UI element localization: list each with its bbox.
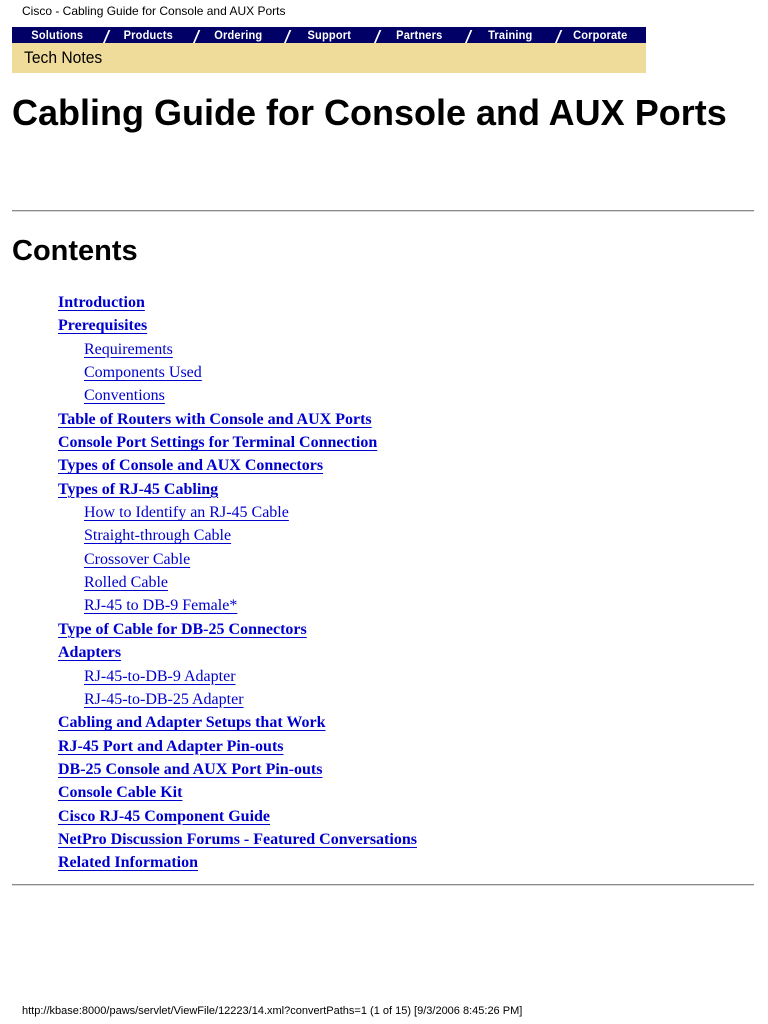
toc-item (58, 711, 417, 734)
toc-link-netpro-forums[interactable]: NetPro Discussion Forums - Featured Conversations (58, 830, 417, 848)
toc-item (58, 384, 417, 407)
nav-tab-corporate[interactable]: Corporate (559, 27, 642, 43)
toc-item (58, 524, 417, 547)
toc-item (58, 314, 417, 337)
toc-item (58, 851, 417, 874)
toc-item (58, 758, 417, 781)
toc-item (58, 548, 417, 571)
toc-item (58, 665, 417, 688)
toc-item (58, 641, 417, 664)
toc-link-components-used[interactable]: Components Used (84, 364, 202, 382)
contents-heading: Contents (12, 235, 138, 267)
toc-link-rj45-to-db9-female[interactable]: RJ-45 to DB-9 Female* (84, 597, 238, 615)
toc-link-console-cable-kit[interactable]: Console Cable Kit (58, 784, 183, 802)
toc-link-crossover-cable[interactable]: Crossover Cable (84, 550, 191, 568)
toc-link-prerequisites[interactable]: Prerequisites (58, 317, 148, 335)
nav-tab-partners[interactable]: Partners (378, 27, 461, 43)
toc-link-rj45-db9-adapter[interactable]: RJ-45-to-DB-9 Adapter (84, 667, 236, 685)
toc-item (58, 594, 417, 617)
nav-tab-training[interactable]: Training (469, 27, 552, 43)
section-label: Tech Notes (24, 48, 103, 67)
toc-link-rj45-pinouts[interactable]: RJ-45 Port and Adapter Pin-outs (58, 737, 284, 755)
toc-link-rolled-cable[interactable]: Rolled Cable (84, 574, 168, 592)
table-of-contents (58, 291, 417, 875)
toc-link-identify-rj45-cable[interactable]: How to Identify an RJ-45 Cable (84, 504, 289, 522)
toc-link-cabling-adapter-setups[interactable]: Cabling and Adapter Setups that Work (58, 714, 326, 732)
toc-link-related-information[interactable]: Related Information (58, 854, 198, 872)
toc-link-db25-pinouts[interactable]: DB-25 Console and AUX Port Pin-outs (58, 760, 323, 778)
section-banner (12, 43, 646, 73)
toc-link-types-of-rj45-cabling[interactable]: Types of RJ-45 Cabling (58, 480, 219, 498)
toc-item (58, 361, 417, 384)
toc-item (58, 338, 417, 361)
toc-item (58, 408, 417, 431)
toc-item (58, 501, 417, 524)
toc-item (58, 805, 417, 828)
toc-link-table-of-routers[interactable]: Table of Routers with Console and AUX Ports (58, 410, 372, 428)
print-footer: http://kbase:8000/paws/servlet/ViewFile/12223/14.xml?convertPaths=1 (1 of 15) [9/3/2006 8:45:26 PM] (22, 1005, 523, 1017)
toc-link-console-port-settings[interactable]: Console Port Settings for Terminal Connection (58, 434, 378, 452)
print-header: Cisco - Cabling Guide for Console and AUX Ports (22, 4, 286, 18)
toc-link-straight-through-cable[interactable]: Straight-through Cable (84, 527, 232, 545)
toc-link-conventions[interactable]: Conventions (84, 387, 165, 405)
divider-bottom (12, 884, 754, 886)
toc-item (58, 781, 417, 804)
toc-item (58, 618, 417, 641)
top-navigation-bar (12, 27, 646, 43)
toc-link-types-of-connectors[interactable]: Types of Console and AUX Connectors (58, 457, 324, 475)
nav-tab-products[interactable]: Products (106, 27, 189, 43)
toc-link-db25-cable-type[interactable]: Type of Cable for DB-25 Connectors (58, 620, 307, 638)
toc-link-requirements[interactable]: Requirements (84, 340, 173, 358)
toc-link-adapters[interactable]: Adapters (58, 644, 122, 662)
toc-item (58, 571, 417, 594)
nav-tab-solutions[interactable]: Solutions (31, 28, 84, 42)
toc-link-rj45-component-guide[interactable]: Cisco RJ-45 Component Guide (58, 807, 271, 825)
toc-item (58, 454, 417, 477)
nav-tab-support[interactable]: Support (287, 27, 370, 43)
toc-item (58, 291, 417, 314)
divider-top (12, 210, 754, 212)
toc-item (58, 688, 417, 711)
toc-link-rj45-db25-adapter[interactable]: RJ-45-to-DB-25 Adapter (84, 690, 244, 708)
nav-tab-ordering[interactable]: Ordering (197, 27, 280, 43)
toc-item (58, 828, 417, 851)
toc-item (58, 478, 417, 501)
toc-item (58, 735, 417, 758)
toc-item (58, 431, 417, 454)
page-title: Cabling Guide for Console and AUX Ports (12, 92, 727, 133)
toc-link-introduction[interactable]: Introduction (58, 294, 145, 311)
